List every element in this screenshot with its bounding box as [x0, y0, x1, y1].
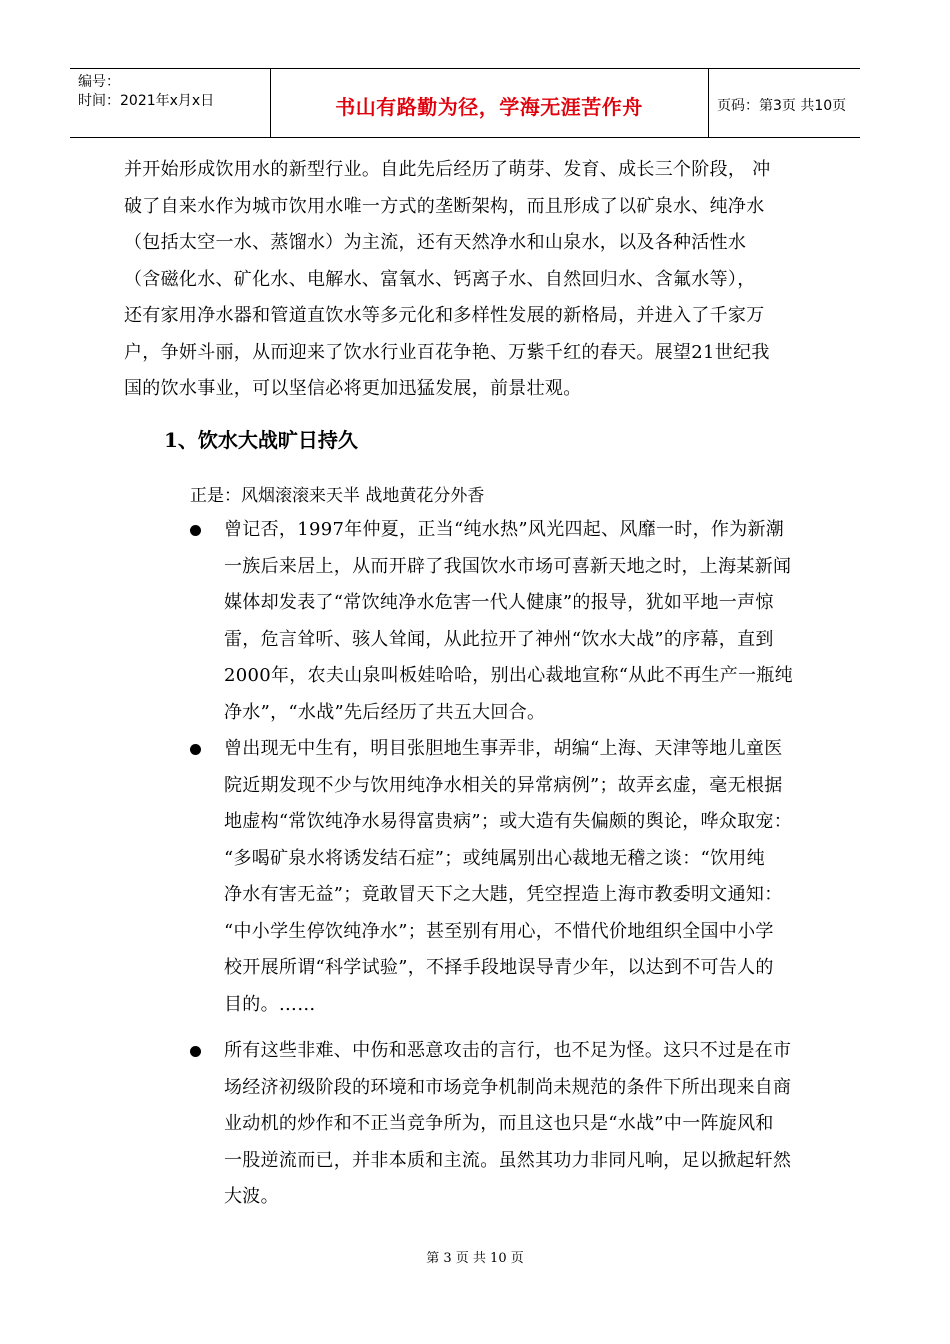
bullet-line: 场经济初级阶段的环境和市场竞争机制尚未规范的条件下所出现来自商 — [224, 1076, 792, 1098]
bullet-line: 净水”，“水战”先后经历了共五大回合。 — [224, 701, 546, 723]
bullet-line: 院近期发现不少与饮用纯净水相关的异常病例”；故弄玄虚，毫无根据 — [224, 774, 783, 796]
bullet-line: 曾出现无中生有，明目张胆地生事弄非，胡编“上海、天津等地儿童医 — [224, 738, 783, 759]
intro-line: 国的饮水事业，可以坚信必将更加迅猛发展，前景壮观。 — [124, 378, 582, 399]
bullet-line: 雷，危言耸听、骇人耸闻，从此拉开了神州“饮水大战”的序幕，直到 — [224, 628, 774, 650]
header-motto: 书山有路勤为径，学海无涯苦作舟 — [335, 95, 643, 119]
intro-line: （含磁化水、矿化水、电解水、富氧水、钙离子水、自然回归水、含氟水等）， — [124, 268, 756, 290]
intro-line: 并开始形成饮用水的新型行业。自此先后经历了萌芽、发育、成长三个阶段， 冲 — [124, 159, 771, 180]
time-label: 时间：2021年x月x日 — [78, 93, 215, 109]
number-label: 编号： — [78, 74, 120, 90]
intro-line: 破了自来水作为城市饮用水唯一方式的垄断架构，而且形成了以矿泉水、纯净水 — [124, 195, 765, 217]
bullet-line: 目的。…… — [224, 993, 316, 1015]
bullet-line: “中小学生停饮纯净水”；甚至别有用心，不惜代价地组织全国中小学 — [224, 920, 774, 942]
bullet-dot-icon — [190, 1046, 201, 1057]
bullet-line: 地虚构“常饮纯净水易得富贵病”；或大造有失偏颇的舆论，哗众取宠： — [224, 811, 793, 832]
bullet-line: 曾记否，1997年仲夏，正当“纯水热”风光四起、风靡一时，作为新潮 — [224, 519, 785, 540]
header-motto-cell — [270, 69, 709, 137]
bullet-line: 2000年，农夫山泉叫板娃哈哈，别出心裁地宣称“从此不再生产一瓶纯 — [224, 665, 793, 686]
bullet-dot-icon — [190, 744, 201, 755]
bullet-text — [224, 1033, 834, 1216]
page-footer: 第 3 页 共 10 页 — [426, 1251, 524, 1266]
header-meta-cell — [70, 69, 271, 137]
bullet-line: 业动机的炒作和不正当竞争所为，而且这也只是“水战”中一阵旋风和 — [224, 1113, 774, 1134]
bullet-dot-icon — [190, 525, 201, 536]
section-subtitle: 正是：风烟滚滚来天半 战地黄花分外香 — [190, 486, 485, 506]
bullet-line: 校开展所谓“科学试验”，不择手段地误导青少年，以达到不可告人的 — [224, 957, 774, 978]
section-heading: 1、饮水大战旷日持久 — [164, 428, 358, 452]
bullet-text — [224, 731, 834, 1023]
bullet-line: 净水有害无益”；竟敢冒天下之大韪，凭空捏造上海市教委明文通知： — [224, 884, 783, 905]
intro-paragraph — [124, 152, 824, 408]
bullet-line: 媒体却发表了“常饮纯净水危害一代人健康”的报导，犹如平地一声惊 — [224, 592, 774, 613]
bullet-text — [224, 512, 834, 731]
bullet-line: 所有这些非难、中伤和恶意攻击的言行，也不足为怪。这只不过是在市 — [224, 1040, 792, 1061]
page-header — [70, 68, 860, 138]
bullet-line: 大波。 — [224, 1186, 279, 1207]
intro-line: （包括太空一水、蒸馏水）为主流，还有天然净水和山泉水，以及各种活性水 — [124, 232, 747, 253]
intro-line: 户，争妍斗丽，从而迎来了饮水行业百花争艳、万紫千红的春天。展望21世纪我 — [124, 341, 770, 363]
intro-line: 还有家用净水器和管道直饮水等多元化和多样性发展的新格局，并进入了千家万 — [124, 305, 765, 326]
bullet-line: 一族后来居上，从而开辟了我国饮水市场可喜新天地之时，上海某新闻 — [224, 555, 792, 577]
header-page-info: 页码：第3页 共10页 — [717, 98, 847, 114]
bullet-line: 一股逆流而已，并非本质和主流。虽然其功力非同凡响，足以掀起轩然 — [224, 1149, 792, 1171]
header-page-cell — [709, 69, 860, 137]
bullet-line: “多喝矿泉水将诱发结石症”；或纯属别出心裁地无稽之谈：“饮用纯 — [224, 847, 765, 869]
